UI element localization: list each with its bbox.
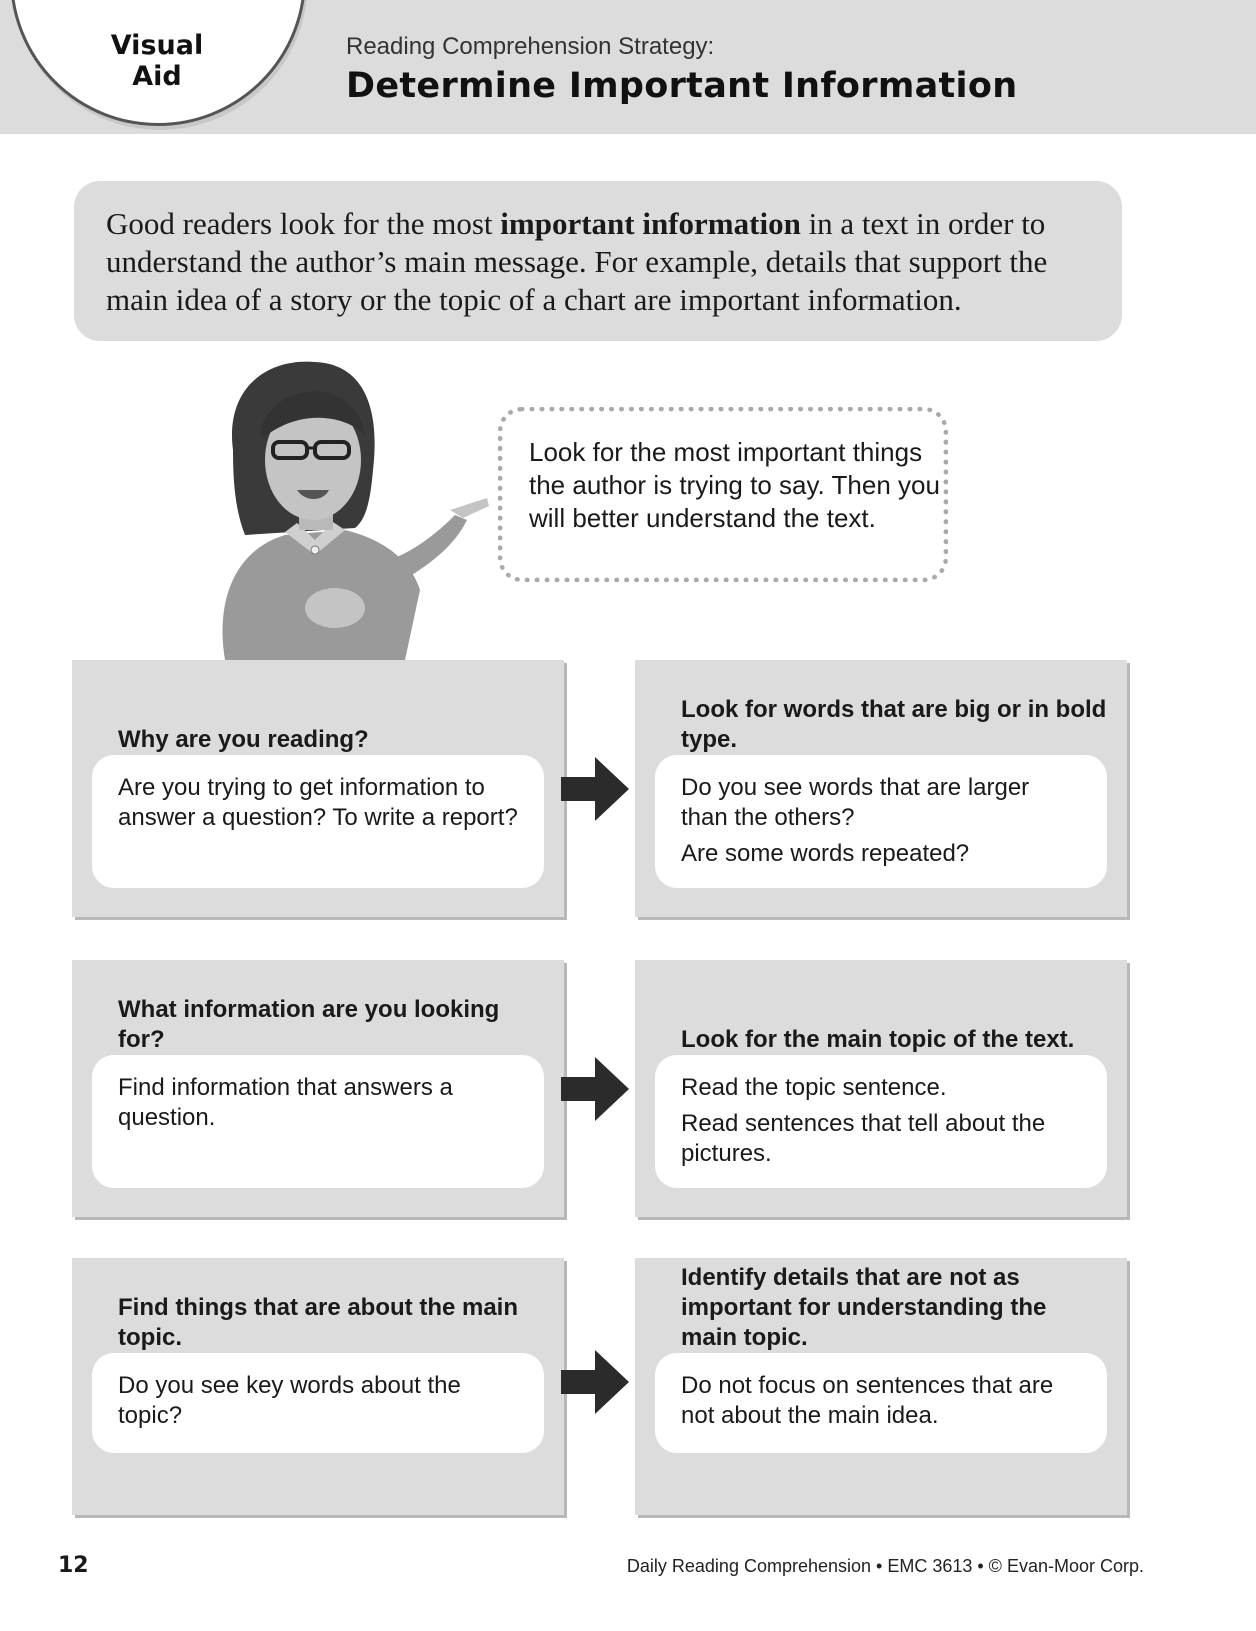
card-why-reading [72, 660, 564, 917]
card-big-bold-words [635, 660, 1127, 917]
card-body-line: Find information that answers a question. [118, 1074, 453, 1131]
right-arrow-icon [561, 1350, 629, 1414]
intro-box [74, 181, 1122, 341]
card-heading: Look for words that are big or in bold type. [681, 696, 1107, 753]
card-body [92, 755, 544, 888]
card-body [655, 1353, 1107, 1453]
card-body-line: Are you trying to get information to answer a question? To write a report? [118, 774, 518, 831]
card-body-line: Are some words repeated? [681, 840, 970, 867]
intro-text-bold: important information [500, 206, 801, 241]
intro-text-end: in a text in order to understand the author’s main message. For example, details that support the main idea of a story or the topic of a chart are important information. [106, 206, 1048, 317]
intro-text-start: Good readers look for the most [106, 206, 501, 241]
speech-bubble [498, 407, 948, 582]
intro-text [106, 205, 1106, 319]
page-subtitle: Reading Comprehension Strategy: [346, 33, 715, 60]
page-title: Determine Important Information [346, 66, 1018, 106]
card-heading: Look for the main topic of the text. [681, 1026, 1075, 1053]
card-body [655, 1055, 1107, 1188]
card-body [92, 1353, 544, 1453]
card-body [655, 755, 1107, 888]
card-body [92, 1055, 544, 1188]
card-main-topic [635, 960, 1127, 1217]
card-heading: Find things that are about the main topic. [118, 1294, 519, 1351]
teacher-illustration [205, 360, 490, 660]
card-heading: Identify details that are not as important for understanding the main topic. [681, 1264, 1047, 1351]
card-heading: Why are you reading? [118, 726, 369, 753]
badge-line-2: Aid [132, 61, 182, 92]
card-body-line: Read the topic sentence. [681, 1074, 947, 1101]
card-body-line: Read sentences that tell about the pictures. [681, 1110, 1046, 1167]
page-header [0, 0, 1256, 134]
visual-aid-label [82, 30, 232, 92]
footer-credit: Daily Reading Comprehension • EMC 3613 • © Evan-Moor Corp. [626, 1556, 1144, 1576]
speech-bubble-text: Look for the most important things the author is trying to say. Then you will better understand the text. [529, 437, 940, 533]
card-identify-details [635, 1258, 1127, 1515]
card-body-line: Do you see words that are larger than the others? [681, 774, 1030, 831]
card-body-line: Do you see key words about the topic? [118, 1372, 461, 1429]
right-arrow-icon [561, 757, 629, 821]
card-heading: What information are you looking for? [118, 996, 500, 1053]
card-find-things [72, 1258, 564, 1515]
right-arrow-icon [561, 1057, 629, 1121]
badge-line-1: Visual [110, 30, 204, 61]
card-body-line: Do not focus on sentences that are not about the main idea. [681, 1372, 1054, 1429]
card-what-information [72, 960, 564, 1217]
page-number: 12 [58, 1553, 89, 1578]
